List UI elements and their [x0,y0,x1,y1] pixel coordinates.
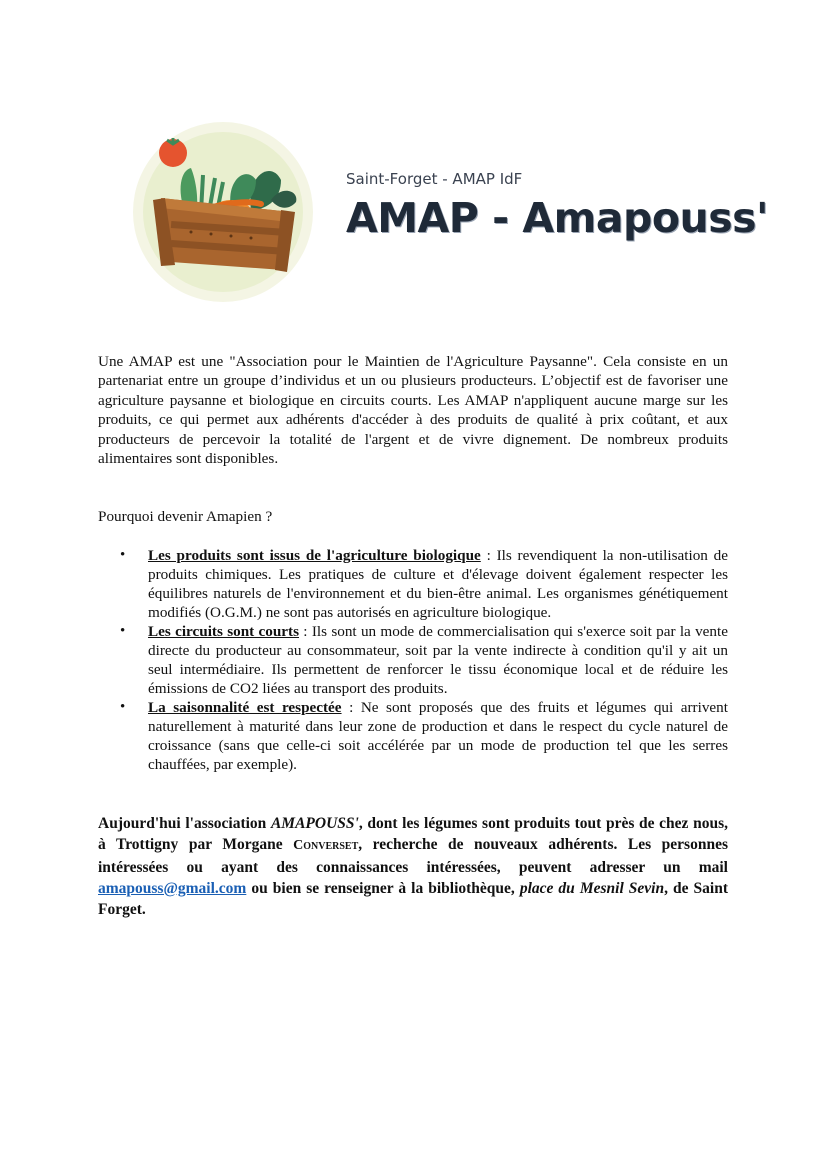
benefit-text: Ils sont un mode de commercialisation qui s'exerce soit par la vente directe du producteur au consommateur, soit par la vente indirecte à condition qu'il y ait un seul intermédiaire. Ils permettent de renforcer le tissu économique local et de réduire les émissions de CO2 liées au transport des produits. [148,623,728,697]
benefit-separator: : [299,623,312,640]
benefits-list [98,546,728,774]
benefit-text: Ne sont proposés que des fruits et légumes qui arrivent naturellement à maturité dans leur zone de production et dans le respect du cycle naturel de croissance (sans que celle-ci soit accélérée par un mode de production tel que les serres chauffées, par exemple). [148,699,728,773]
closing-text: Aujourd'hui l'association [98,815,271,832]
benefit-item-seasonality [98,698,728,774]
library-place: place du Mesnil Sevin [519,879,665,897]
bullet-icon: • [120,623,126,639]
why-join-question: Pourquoi devenir Amapien ? [98,508,273,525]
association-name: AMAPOUSS' [270,815,359,832]
bullet-icon: • [120,547,126,563]
closing-text: , dont les légumes sont produits tout près de chez nous, à Trottigny par Morgane [98,815,728,854]
association-title: AMAP - Amapouss' [346,194,769,242]
amap-logo-vegetable-crate [131,120,315,304]
producer-surname: Converset [293,838,359,854]
closing-text: , de Saint Forget. [98,879,728,919]
bullet-icon: • [120,699,126,715]
benefit-lead: Les produits sont issus de l'agriculture biologique [148,547,481,564]
closing-text: ou bien se renseigner à la bibliothèque, [246,879,520,897]
closing-text: , recherche de nouveaux adhérents. Les personnes intéressées ou ayant des connaissances intéressées, peuvent adresser un mail [98,836,728,876]
benefit-item-organic [98,546,728,622]
benefit-separator: : [341,699,361,716]
benefit-lead: Les circuits sont courts [148,623,299,640]
closing-paragraph [98,813,728,920]
benefit-item-short-circuits [98,622,728,698]
benefit-separator: : [480,547,497,564]
email-link[interactable]: amapouss@gmail.com [98,879,247,897]
benefit-lead: La saisonnalité est respectée [148,699,342,716]
association-subtitle: Saint-Forget - AMAP IdF [346,170,523,188]
intro-paragraph: Une AMAP est une "Association pour le Maintien de l'Agriculture Paysanne". Cela consiste en un partenariat entre un groupe d’individus et un ou plusieurs producteurs. L’objectif est de favoriser une agriculture paysanne et biologique en circuits courts. Les AMAP n'appliquent aucune marge sur les produits, ce qui permet aux adhérents d'accéder à des produits de qualité à prix coûtant, et aux producteurs de percevoir la totalité de l'argent et de vivre dignement. De nombreux produits alimentaires sont disponibles. [98,353,728,468]
benefit-text: Ils revendiquent la non-utilisation de produits chimiques. Les pratiques de culture et d'élevage doivent également respecter les équilibres naturels de l'environnement et du bien-être animal. Les organismes génétiquement modifiés (O.G.M.) ne sont pas autorisés en agriculture biologique. [148,547,728,621]
